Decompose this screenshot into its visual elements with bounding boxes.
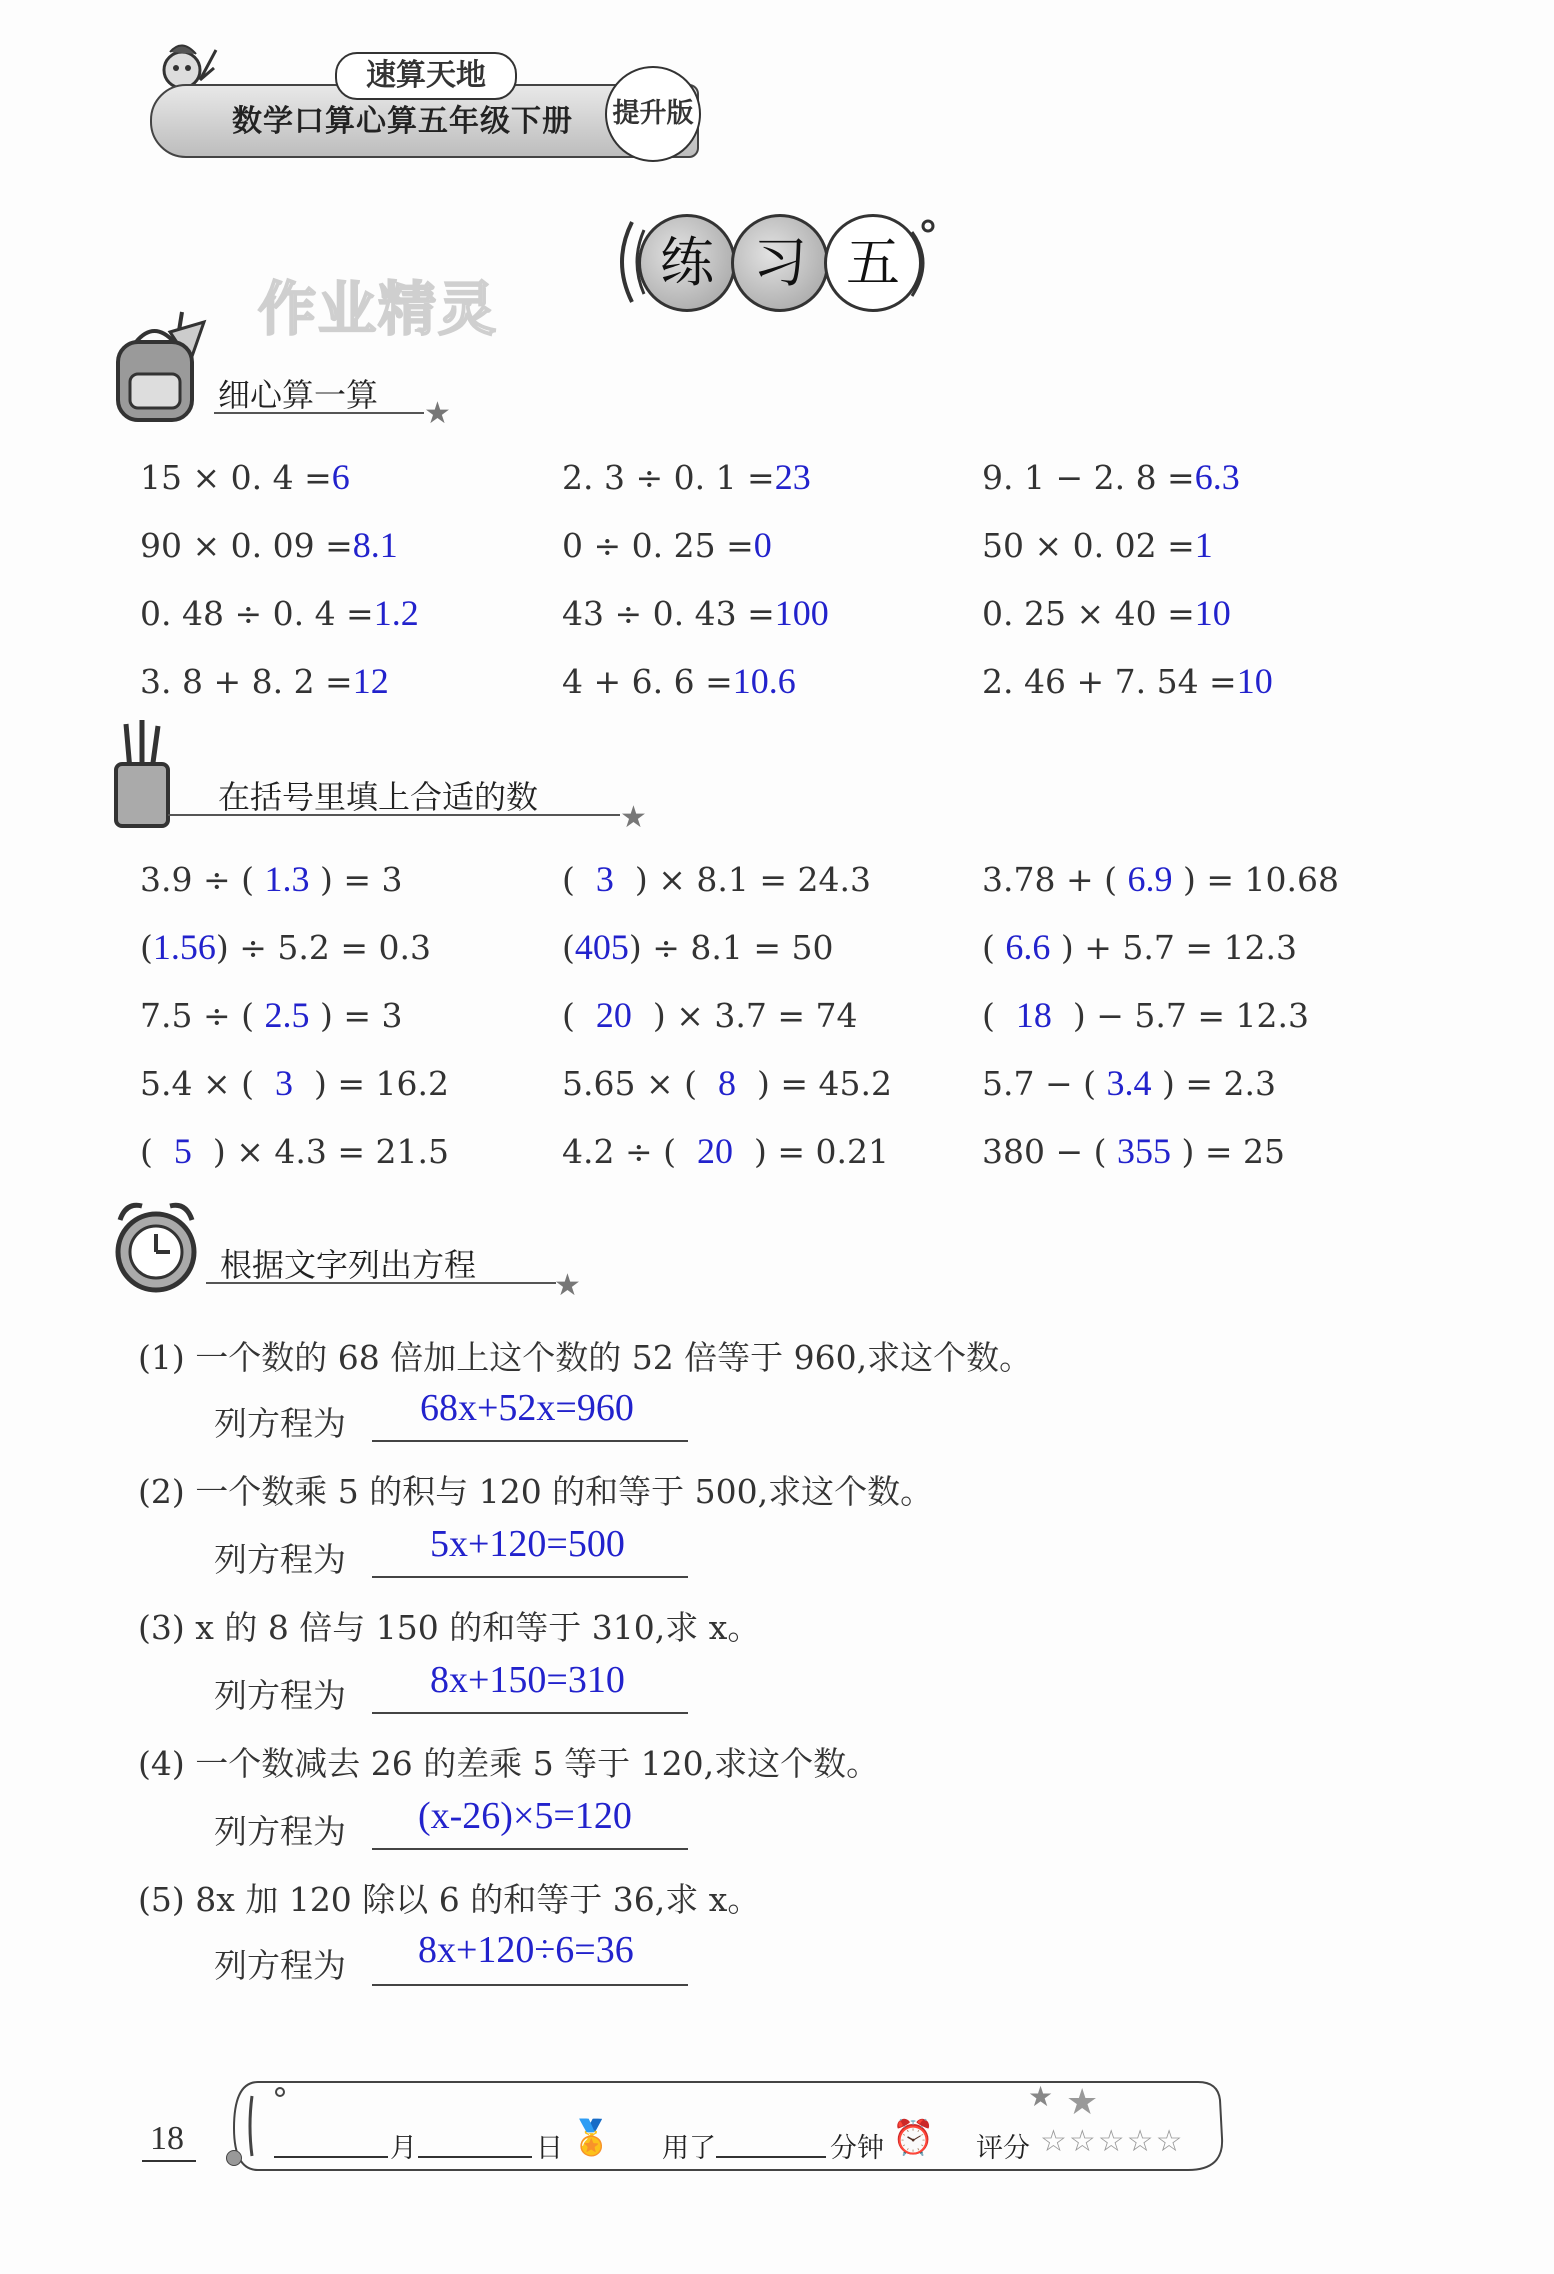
calc-item: 15 × 0. 4 =6 <box>140 457 350 497</box>
equation-label: 列方程为 <box>214 1676 346 1715</box>
clock-icon: ⏰ <box>892 2118 935 2158</box>
fill-item: 3.9 ÷ ( 1.3 ) = 3 <box>140 859 403 899</box>
title-char-3: 五 <box>824 214 922 312</box>
calc-item: 50 × 0. 02 =1 <box>982 525 1213 565</box>
bullet-icon <box>226 2150 242 2166</box>
header-series-title: 速算天地 <box>335 52 517 100</box>
calc-item: 2. 46 + 7. 54 =10 <box>982 661 1273 701</box>
minutes-blank <box>716 2156 826 2158</box>
calc-item: 0. 25 × 40 =10 <box>982 593 1231 633</box>
svg-text:★: ★ <box>1028 2080 1054 2113</box>
header-book-title: 数学口算心算五年级下册 <box>232 104 573 139</box>
answer-line <box>372 1848 688 1850</box>
rating-stars-icon: ☆☆☆☆☆ <box>1040 2124 1185 2159</box>
answer-line <box>372 1576 688 1578</box>
star-icon: ★ <box>554 1268 581 1303</box>
month-blank <box>274 2156 388 2158</box>
problem-text: (3) x 的 8 倍与 150 的和等于 310,求 x。 <box>138 1608 761 1647</box>
star-icon: ★ <box>620 800 647 835</box>
star-icon: ★ <box>424 396 451 431</box>
day-blank <box>418 2156 532 2158</box>
problem-text: (5) 8x 加 120 除以 6 的和等于 36,求 x。 <box>138 1880 761 1919</box>
equation-label: 列方程为 <box>214 1404 346 1443</box>
fill-item: ( 3 ) × 8.1 = 24.3 <box>562 859 871 899</box>
equation-label: 列方程为 <box>214 1946 346 1985</box>
pencil-cup-icon <box>110 720 174 830</box>
section-3-underline <box>206 1282 556 1284</box>
equation-label: 列方程为 <box>214 1812 346 1851</box>
fill-item: 380 − ( 355 ) = 25 <box>982 1131 1285 1171</box>
minutes-label: 分钟 <box>830 2133 884 2164</box>
equation-answer: 8x+120÷6=36 <box>418 1929 634 1971</box>
section-3-title: 根据文字列出方程 <box>220 1246 477 1284</box>
fill-item: 5.7 − ( 3.4 ) = 2.3 <box>982 1063 1276 1103</box>
fill-item: ( 20 ) × 3.7 = 74 <box>562 995 858 1035</box>
calc-item: 4 + 6. 6 =10.6 <box>562 661 796 701</box>
answer-line <box>372 1440 688 1442</box>
calc-item: 0. 48 ÷ 0. 4 =1.2 <box>140 593 419 633</box>
backpack-icon <box>112 302 212 426</box>
svg-text:★: ★ <box>1066 2082 1099 2123</box>
problem-text: (1) 一个数的 68 倍加上这个数的 52 倍等于 960,求这个数。 <box>138 1338 1033 1377</box>
fill-item: ( 18 ) − 5.7 = 12.3 <box>982 995 1309 1035</box>
time-used-label: 用了 <box>662 2133 716 2164</box>
month-label: 月 <box>390 2133 417 2164</box>
fill-item: 5.65 × ( 8 ) = 45.2 <box>562 1063 892 1103</box>
calc-item: 90 × 0. 09 =8.1 <box>140 525 398 565</box>
calc-item: 43 ÷ 0. 43 =100 <box>562 593 829 633</box>
fill-item: ( 6.6 ) + 5.7 = 12.3 <box>982 927 1297 967</box>
equation-answer: 8x+150=310 <box>430 1659 625 1701</box>
medal-icon: 🏅 <box>570 2118 613 2158</box>
calc-item: 2. 3 ÷ 0. 1 =23 <box>562 457 811 497</box>
title-char-2: 习 <box>731 214 829 312</box>
fill-item: ( 5 ) × 4.3 = 21.5 <box>140 1131 449 1171</box>
answer-line <box>372 1984 688 1986</box>
answer-line <box>372 1712 688 1714</box>
problem-text: (4) 一个数减去 26 的差乘 5 等于 120,求这个数。 <box>138 1744 880 1783</box>
problem-text: (2) 一个数乘 5 的积与 120 的和等于 500,求这个数。 <box>138 1472 934 1511</box>
section-2-title: 在括号里填上合适的数 <box>218 778 539 816</box>
watermark: 作业精灵 <box>258 275 499 343</box>
alarm-clock-icon <box>110 1196 202 1296</box>
equation-answer: 5x+120=500 <box>430 1523 625 1565</box>
title-char-1: 练 <box>638 214 736 312</box>
header-edition-badge: 提升版 <box>605 66 701 162</box>
equation-answer: (x-26)×5=120 <box>418 1795 632 1837</box>
page-number-underline <box>142 2160 196 2162</box>
equation-label: 列方程为 <box>214 1540 346 1579</box>
calc-item: 3. 8 + 8. 2 =12 <box>140 661 389 701</box>
calc-item: 9. 1 − 2. 8 =6.3 <box>982 457 1240 497</box>
fill-item: 5.4 × ( 3 ) = 16.2 <box>140 1063 449 1103</box>
fill-item: 3.78 + ( 6.9 ) = 10.68 <box>982 859 1339 899</box>
page-number: 18 <box>150 2120 184 2157</box>
fill-item: (1.56) ÷ 5.2 = 0.3 <box>140 927 431 967</box>
fill-item: 4.2 ÷ ( 20 ) = 0.21 <box>562 1131 889 1171</box>
section-2-underline <box>168 814 620 816</box>
equation-answer: 68x+52x=960 <box>420 1387 634 1429</box>
section-1-title: 细心算一算 <box>218 376 379 414</box>
day-label: 日 <box>536 2133 563 2164</box>
fill-item: (405) ÷ 8.1 = 50 <box>562 927 834 967</box>
calc-item: 0 ÷ 0. 25 =0 <box>562 525 772 565</box>
section-1-underline <box>214 412 424 414</box>
score-label: 评分 <box>976 2133 1030 2164</box>
fill-item: 7.5 ÷ ( 2.5 ) = 3 <box>140 995 403 1035</box>
